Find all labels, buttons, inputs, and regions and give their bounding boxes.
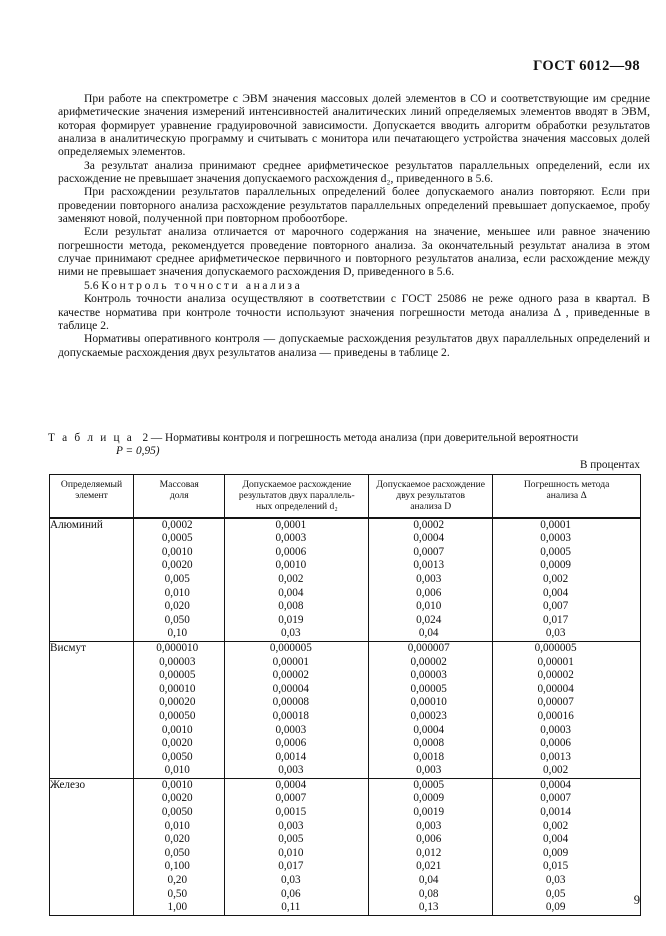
cell-value: 0,0013 [540, 750, 572, 763]
cell-value: 0,00003 [410, 669, 447, 682]
body-text-block [58, 92, 650, 359]
table-caption-text: Нормативы контроля и погрешность метода анализа (при доверительной вероятности [165, 432, 579, 444]
cell-value: 0,008 [278, 600, 304, 613]
table-caption-label: Т а б л и ц а [48, 432, 134, 444]
page-number: 9 [633, 893, 640, 907]
cell-value: 0,021 [416, 860, 442, 873]
paragraph-6: Нормативы оперативного контроля — допускаемые расхождения результатов двух параллельных определений и допускаемые расхождения двух результатов анализа — приведены в таблице 2. [58, 332, 650, 359]
cell-value: 0,024 [416, 613, 442, 626]
cell-value: 0,002 [278, 572, 304, 585]
cell-value: 0,03 [281, 627, 301, 640]
cell-value: 0,03 [545, 874, 566, 887]
cell-value: 0,010 [164, 586, 190, 599]
cell-value: 0,00010 [159, 682, 196, 695]
cell-value: 0,00001 [537, 655, 574, 668]
cell-delta [493, 778, 641, 915]
cell-value: 0,003 [278, 764, 304, 777]
cell-value: 0,00016 [537, 709, 574, 722]
cell-element-name: Висмут [50, 641, 134, 778]
running-header-standard-number: ГОСТ 6012—98 [533, 58, 640, 74]
table-caption-probability: P = 0,95) [116, 445, 160, 458]
column-header-big-d-line3: анализа D [410, 501, 452, 513]
cell-value: 0,0005 [413, 778, 445, 791]
cell-value: 0,003 [278, 819, 304, 832]
column-header-element-line2: элемент [75, 490, 108, 502]
norms-table-container [49, 474, 641, 916]
section-heading-number: 5.6 [84, 278, 99, 292]
cell-value: 0,000005 [534, 641, 577, 654]
cell-value: 0,0007 [413, 545, 445, 558]
column-header-delta-line1: Погрешность метода [523, 479, 610, 490]
cell-value: 0,0001 [540, 518, 572, 531]
column-header-big-d-line1: Допускаемое расхождение [376, 479, 486, 490]
table-caption [48, 432, 648, 459]
cell-value: 0,0018 [413, 750, 445, 763]
column-header-element [50, 475, 134, 518]
column-header-mass-fraction [134, 475, 225, 518]
cell-value: 0,010 [164, 819, 190, 832]
cell-value: 1,00 [167, 901, 188, 914]
cell-value: 0,05 [545, 887, 566, 900]
cell-value: 0,08 [418, 887, 439, 900]
cell-value: 0,00020 [159, 696, 196, 709]
cell-element-name: Алюминий [50, 518, 134, 642]
cell-value: 0,0004 [413, 723, 445, 736]
cell-value: 0,006 [416, 833, 442, 846]
cell-value: 0,00018 [272, 709, 309, 722]
column-header-d2 [225, 475, 369, 518]
cell-value: 0,0008 [413, 737, 445, 750]
cell-value: 0,003 [416, 572, 442, 585]
cell-big-d [369, 518, 493, 642]
cell-value: 0,0009 [413, 792, 445, 805]
table-row [50, 778, 641, 915]
cell-value: 0,0004 [413, 532, 445, 545]
cell-value: 0,000010 [156, 641, 199, 654]
table-caption-number: 2 [142, 432, 149, 444]
cell-value: 0,004 [543, 833, 569, 846]
cell-value: 0,017 [278, 860, 304, 873]
cell-value: 0,005 [164, 572, 190, 585]
paragraph-3: При расхождении результатов параллельных определений более допускаемого анализ повторяют. Если при проведении повторного анализа расхождение результатов параллельных определений превышает допускаемое, пробу заменяют новой, полученной при повторном пробоотборе. [58, 185, 650, 226]
cell-value: 0,005 [278, 833, 304, 846]
column-header-mass-line1: Массовая [159, 479, 199, 490]
cell-value: 0,010 [164, 764, 190, 777]
cell-value: 0,04 [418, 627, 439, 640]
cell-element-name: Железо [50, 778, 134, 915]
paragraph-5: Контроль точности анализа осуществляют в соответствии с ГОСТ 25086 не реже одного раза в квартал. В качестве норматива при контроле точности используют значения погрешности метода анализа Δ , приведенные в таблице 2. [58, 292, 650, 332]
cell-value: 0,00002 [272, 669, 309, 682]
cell-value: 0,0014 [275, 750, 307, 763]
cell-value: 0,000007 [407, 641, 450, 654]
cell-value: 0,00023 [410, 709, 447, 722]
table-caption-dash: — [150, 432, 163, 444]
cell-value: 0,06 [281, 887, 301, 900]
cell-value: 0,20 [167, 874, 188, 887]
cell-value: 0,03 [281, 874, 301, 887]
cell-value: 0,006 [416, 586, 442, 599]
cell-value: 0,0019 [413, 806, 445, 819]
cell-value: 0,003 [416, 819, 442, 832]
column-header-d2-line1: Допускаемое расхождение [242, 479, 352, 490]
cell-value: 0,004 [543, 586, 569, 599]
cell-value: 0,00050 [159, 709, 196, 722]
cell-value: 0,10 [167, 627, 188, 640]
cell-value: 0,04 [418, 874, 439, 887]
cell-value: 0,09 [545, 901, 566, 914]
column-header-element-line1: Определяемый [60, 479, 123, 490]
cell-value: 0,03 [545, 627, 566, 640]
column-header-d2-line3: ных определений d₂ [255, 501, 338, 513]
cell-value: 0,0009 [540, 559, 572, 572]
cell-value: 0,0010 [161, 778, 193, 791]
cell-value: 0,0007 [540, 792, 572, 805]
cell-value: 0,010 [278, 846, 304, 859]
paragraph-2: За результат анализа принимают среднее арифметическое результатов параллельных определений, если их расхождение не превышает значения допускаемого расхождения d₂, приведенного в 5.6. [58, 158, 650, 186]
cell-value: 0,0003 [540, 532, 572, 545]
section-heading-title: Контроль точности анализа [101, 278, 303, 292]
cell-value: 0,0005 [540, 545, 572, 558]
cell-value: 0,00007 [537, 696, 574, 709]
table-head [50, 475, 641, 518]
cell-value: 0,0015 [275, 806, 307, 819]
column-header-mass-line2: доля [169, 490, 189, 502]
cell-value: 0,0010 [275, 559, 307, 572]
cell-value: 0,002 [543, 764, 569, 777]
table-body [50, 518, 641, 916]
cell-value: 0,13 [418, 901, 439, 914]
cell-value: 0,0020 [161, 737, 193, 750]
cell-value: 0,002 [543, 819, 569, 832]
cell-value: 0,020 [164, 600, 190, 613]
cell-value: 0,0003 [540, 723, 572, 736]
cell-value: 0,0004 [540, 778, 572, 791]
cell-value: 0,003 [416, 764, 442, 777]
column-header-big-d [369, 475, 493, 518]
cell-value: 0,050 [164, 613, 190, 626]
cell-value: 0,0004 [275, 778, 307, 791]
cell-value: 0,0010 [161, 545, 193, 558]
column-header-delta-line2: анализа Δ [546, 490, 587, 502]
cell-value: 0,0002 [413, 518, 445, 531]
cell-value: 0,0002 [161, 518, 193, 531]
cell-delta [493, 518, 641, 642]
cell-value: 0,11 [281, 901, 301, 914]
cell-value: 0,012 [416, 846, 442, 859]
cell-value: 0,0006 [275, 737, 307, 750]
cell-d2 [225, 518, 369, 642]
cell-value: 0,0006 [275, 545, 307, 558]
cell-value: 0,004 [278, 586, 304, 599]
cell-big-d [369, 778, 493, 915]
table-header-row [50, 475, 641, 518]
paragraph-1: При работе на спектрометре с ЭВМ значения массовых долей элементов в СО и соответствующие им средние арифметические значения измерений интенсивностей аналитических линий определяемых элементов вводят в ЭВМ, которая формирует уравнение градуировочной зависимости. Допускается вводить алгоритм обработки результатов анализа в аналитическую программу и считывать с монитора или печатающего устройства значения массовых долей определяемых элементов. [58, 92, 650, 159]
cell-value: 0,0006 [540, 737, 572, 750]
cell-value: 0,0014 [540, 806, 572, 819]
cell-value: 0,00002 [410, 655, 447, 668]
column-header-delta [493, 475, 641, 518]
column-header-big-d-line2: двух результатов [396, 490, 466, 502]
cell-big-d [369, 641, 493, 778]
cell-value: 0,019 [278, 613, 304, 626]
cell-value: 0,00001 [272, 655, 309, 668]
cell-delta [493, 641, 641, 778]
cell-value: 0,010 [416, 600, 442, 613]
column-header-d2-line2: результатов двух параллель- [238, 490, 355, 502]
cell-value: 0,0020 [161, 559, 193, 572]
cell-d2 [225, 778, 369, 915]
cell-value: 0,017 [543, 613, 569, 626]
cell-value: 0,0020 [161, 792, 193, 805]
cell-value: 0,002 [543, 572, 569, 585]
cell-value: 0,007 [543, 600, 569, 613]
cell-value: 0,00003 [159, 655, 196, 668]
cell-value: 0,0003 [275, 532, 307, 545]
cell-value: 0,00008 [272, 696, 309, 709]
cell-value: 0,000005 [269, 641, 312, 654]
cell-d2 [225, 641, 369, 778]
cell-value: 0,00005 [410, 682, 447, 695]
cell-value: 0,00004 [537, 682, 574, 695]
cell-mass-fraction [134, 641, 225, 778]
cell-value: 0,00005 [159, 669, 196, 682]
cell-value: 0,0007 [275, 792, 307, 805]
cell-value: 0,0010 [161, 723, 193, 736]
cell-value: 0,0003 [275, 723, 307, 736]
units-note: В процентах [580, 459, 640, 471]
cell-value: 0,0005 [161, 532, 193, 545]
cell-value: 0,0050 [161, 806, 193, 819]
cell-mass-fraction [134, 518, 225, 642]
cell-value: 0,00010 [410, 696, 447, 709]
table-row [50, 518, 641, 642]
cell-value: 0,00002 [537, 669, 574, 682]
cell-value: 0,0001 [275, 518, 307, 531]
norms-table [49, 474, 641, 916]
cell-value: 0,020 [164, 833, 190, 846]
cell-value: 0,050 [164, 846, 190, 859]
table-row [50, 641, 641, 778]
cell-mass-fraction [134, 778, 225, 915]
cell-value: 0,100 [164, 860, 190, 873]
cell-value: 0,50 [167, 887, 188, 900]
section-heading [58, 279, 650, 292]
cell-value: 0,0050 [161, 750, 193, 763]
cell-value: 0,015 [543, 860, 569, 873]
cell-value: 0,009 [543, 846, 569, 859]
cell-value: 0,0013 [413, 559, 445, 572]
cell-value: 0,00004 [272, 682, 309, 695]
paragraph-4: Если результат анализа отличается от марочного содержания на значение, меньшее или равное значению погрешности метода, рекомендуется проведение повторного анализа. За окончательный результат анализа в этом случае принимают среднее арифметическое первичного и повторного результатов анализа, если расхождение между ними не превышает значения допускаемого расхождения D, приведенного в 5.6. [58, 225, 650, 279]
